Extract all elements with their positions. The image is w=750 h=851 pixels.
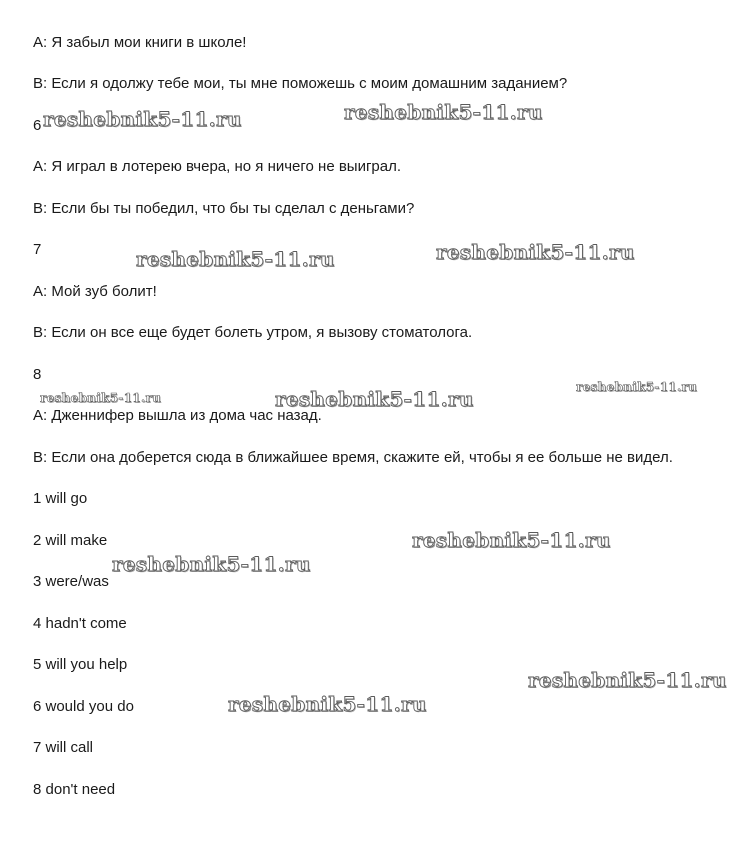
watermark: reshebnik5-11.ru [136, 247, 335, 271]
watermark: reshebnik5-11.ru [112, 552, 311, 576]
dialogue-line-b-tooth: В: Если он все еще будет болеть утром, я вызову стоматолога. [33, 324, 473, 341]
watermark: reshebnik5-11.ru [436, 240, 635, 264]
answer-4: 4 hadn't come [33, 615, 127, 632]
dialogue-line-a-tooth: А: Мой зуб болит! [33, 283, 157, 300]
watermark: reshebnik5-11.ru [576, 380, 698, 394]
answer-3: 3 were/was [33, 573, 109, 590]
watermark: reshebnik5-11.ru [275, 387, 474, 411]
answer-5: 5 will you help [33, 656, 128, 673]
dialogue-line-a-books: А: Я забыл мои книги в школе! [33, 34, 247, 51]
item-number-6: 6 [33, 117, 42, 134]
watermark: reshebnik5-11.ru [344, 100, 543, 124]
dialogue-line-b-books: В: Если я одолжу тебе мои, ты мне поможешь с моим домашним заданием? [33, 75, 568, 92]
answer-8: 8 don't need [33, 781, 116, 798]
dialogue-line-a-lottery: А: Я играл в лотерею вчера, но я ничего не выиграл. [33, 158, 402, 175]
answer-6: 6 would you do [33, 698, 134, 715]
answer-1: 1 will go [33, 490, 88, 507]
watermark: reshebnik5-11.ru [43, 107, 242, 131]
item-number-7: 7 [33, 241, 42, 258]
answer-7: 7 will call [33, 739, 94, 756]
item-number-8: 8 [33, 366, 42, 383]
watermark: reshebnik5-11.ru [228, 692, 427, 716]
answer-2: 2 will make [33, 532, 108, 549]
dialogue-line-b-jennifer: В: Если она доберется сюда в ближайшее время, скажите ей, чтобы я ее больше не видел. [33, 449, 673, 466]
watermark: reshebnik5-11.ru [40, 391, 162, 405]
watermark: reshebnik5-11.ru [412, 528, 611, 552]
dialogue-line-b-lottery: В: Если бы ты победил, что бы ты сделал с деньгами? [33, 200, 415, 217]
watermark: reshebnik5-11.ru [528, 668, 727, 692]
dialogue-line-a-jennifer: А: Дженнифер вышла из дома час назад. [33, 407, 322, 424]
